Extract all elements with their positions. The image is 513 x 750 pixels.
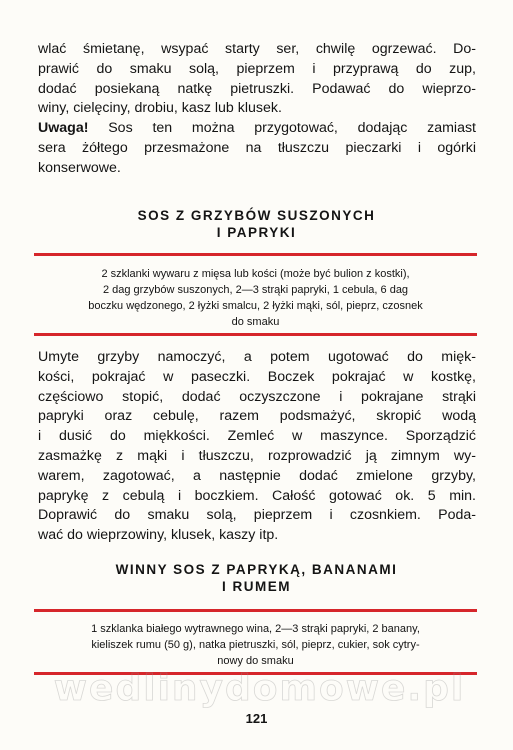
ingredients-line: boczku wędzonego, 2 łyżki smalcu, 2 łyżki mąki, sól, pieprz, czosnek: [88, 300, 423, 312]
intro-paragraph: [38, 40, 476, 179]
ingredients-line: 1 szklanka białego wytrawnego wina, 2—3 strąki papryki, 2 banany,: [91, 623, 420, 635]
page-number: 121: [245, 711, 268, 726]
recipe2-title-line: WINNY SOS Z PAPRYKĄ, BANANAMI: [115, 562, 398, 577]
method-line: Umyte grzyby namoczyć, a potem ugotować do mięk-: [38, 349, 476, 365]
intro-line: wlać śmietanę, wsypać starty ser, chwilę ogrzewać. Do-: [38, 41, 476, 57]
intro-line: winy, cielęciny, drobiu, kasz lub klusek.: [38, 100, 282, 117]
note-line: konserwowe.: [38, 159, 121, 176]
note-line: [38, 119, 476, 139]
recipe1-top-rule: [34, 253, 477, 256]
recipe1-title-line: I PAPRYKI: [216, 225, 297, 240]
method-line: papryki oraz cebulę, razem podsmażyć, skropić wodą: [38, 408, 476, 425]
recipe1-ingredients: [34, 266, 477, 330]
method-line: zasmażkę z mąki i tłuszczu, rozprowadzić ją zimnym wy-: [38, 447, 476, 464]
recipe1-title-line: SOS Z GRZYBÓW SUSZONYCH: [137, 208, 376, 223]
note-line: sera żółtego przesmażone na tłuszczu pieczarki i ogórki: [38, 139, 476, 156]
watermark: wedlinydomowe.pl: [53, 668, 466, 709]
method-line: i dusić do miękkości. Zemleć w maszynce. Sporządzić: [38, 428, 476, 445]
ingredients-line: 2 dag grzybów suszonych, 2—3 strąki papryki, 1 cebula, 6 dag: [102, 284, 409, 296]
recipe1-method: [38, 348, 476, 546]
ingredients-line: 2 szklanki wywaru z mięsa lub kości (może być bulion z kostki),: [101, 268, 410, 280]
recipe2-ingredients: [34, 621, 477, 669]
recipe1-title: [0, 207, 513, 241]
note-label: Uwaga!: [38, 120, 89, 137]
method-line: kości, pokrajać w paseczki. Boczek pokrajać w kostkę,: [38, 368, 476, 385]
recipe2-top-rule: [34, 609, 477, 612]
recipe2-title-line: I RUMEM: [222, 579, 291, 594]
method-line: Doprawić do smaku solą, pieprzem i czosnkiem. Poda-: [38, 507, 476, 524]
ingredients-line: do smaku: [231, 316, 280, 328]
intro-line: dodać posiekaną natkę pietruszki. Podawać do wieprzo-: [38, 80, 476, 97]
ingredients-line: nowy do smaku: [217, 655, 294, 667]
intro-line: prawić do smaku solą, pieprzem i przyprawą do zup,: [38, 60, 476, 77]
method-line: częściowo stopić, dodać oczyszczone i pokrajane strąki: [38, 388, 476, 405]
note-text: Sos ten można przygotować, dodając zamiast: [88, 120, 476, 137]
recipe1-bottom-rule: [34, 333, 477, 336]
method-line: paprykę z cebulą i boczkiem. Całość gotować ok. 5 min.: [38, 487, 476, 504]
ingredients-line: kieliszek rumu (50 g), natka pietruszki, sól, pieprz, cukier, sok cytry-: [91, 639, 420, 651]
recipe2-title: [0, 561, 513, 595]
method-line: warem, zagotować, a następnie dodać zmielone grzyby,: [38, 467, 476, 484]
method-line: wać do wieprzowiny, klusek, kaszy itp.: [38, 527, 279, 544]
